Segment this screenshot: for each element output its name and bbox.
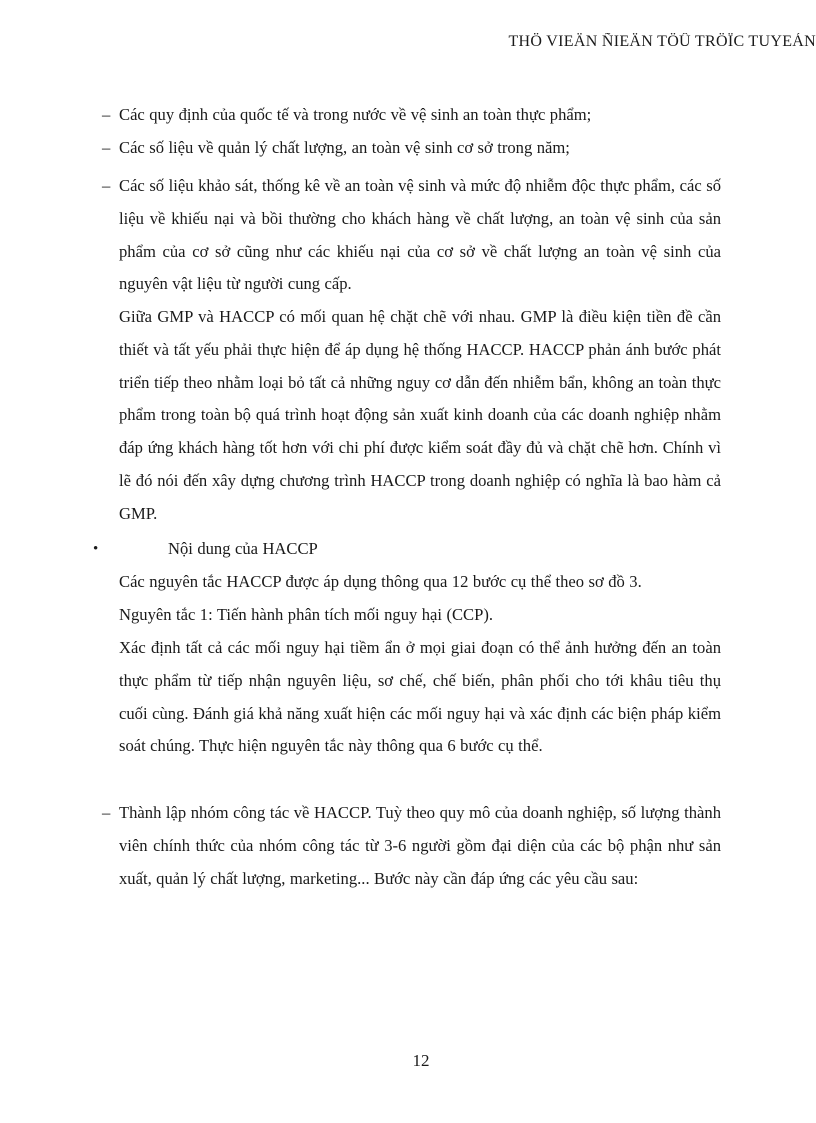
paragraph-identify-hazards: Xác định tất cả các mối nguy hại tiềm ẩn ở mọi giai đoạn có thể ảnh hưởng đến an toàn thực phẩm từ tiếp nhận nguyên liệu, sơ chế, chế biến, phân phối cho tới khâu tiêu thụ cuối cùng. Đánh giá khả năng xuất hiện các mối nguy hại và xác định các biện pháp kiểm soát chúng. Thực hiện nguyên tắc này thông qua 6 bước cụ thể.	[119, 638, 721, 756]
page-number: 12	[412, 1051, 430, 1070]
paragraph-principles: Các nguyên tắc HACCP được áp dụng thông qua 12 bước cụ thể theo sơ đồ 3.	[119, 572, 642, 591]
running-header: THÖ VIEÄN ÑIEÄN TÖÛ TRÖÏC TUYEÁN	[508, 33, 816, 50]
dash-marker: –	[102, 138, 111, 157]
list-item: Các quy định của quốc tế và trong nước về vệ sinh an toàn thực phẩm;	[119, 105, 592, 124]
list-item-haccp-team: Thành lập nhóm công tác về HACCP. Tuỳ theo quy mô của doanh nghiệp, số lượng thành viên chính thức của nhóm công tác từ 3-6 người gồm đại diện của các bộ phận như sản xuất, quản lý chất lượng, marketing... Bước này cần đáp ứng các yêu cầu sau:	[119, 803, 721, 888]
list-item: Các số liệu khảo sát, thống kê về an toàn vệ sinh và mức độ nhiễm độc thực phẩm, các số liệu về khiếu nại và bồi thường cho khách hàng về chất lượng, an toàn vệ sinh của sản phẩm của cơ sở cũng như các khiếu nại của cơ sở về chất lượng an toàn vệ sinh của nguyên vật liệu từ người cung cấp.	[119, 176, 721, 294]
list-item: Các số liệu về quản lý chất lượng, an toàn vệ sinh cơ sở trong năm;	[119, 138, 570, 157]
dash-marker: –	[102, 176, 111, 195]
principle-1: Nguyên tắc 1: Tiến hành phân tích mối nguy hại (CCP).	[119, 605, 494, 624]
paragraph-gmp-haccp: Giữa GMP và HACCP có mối quan hệ chặt chẽ với nhau. GMP là điều kiện tiền đề cần thiết và tất yếu phải thực hiện để áp dụng hệ thống HACCP. HACCP phản ánh bước phát triển tiếp theo nhằm loại bỏ tất cả những nguy cơ dẫn đến nhiễm bẩn, không an toàn thực phẩm trong toàn bộ quá trình hoạt động sản xuất kinh doanh của các doanh nghiệp nhằm đáp ứng khách hàng tốt hơn với chi phí được kiểm soát đầy đủ và chặt chẽ hơn. Chính vì lẽ đó nói đến xây dựng chương trình HACCP trong doanh nghiệp có nghĩa là bao hàm cả GMP.	[119, 307, 721, 523]
section-heading-text: Nội dung của HACCP	[168, 539, 318, 558]
section-heading	[119, 533, 721, 566]
dash-marker: –	[102, 803, 111, 822]
bullet-marker: •	[93, 541, 99, 557]
dash-marker: –	[102, 105, 111, 124]
